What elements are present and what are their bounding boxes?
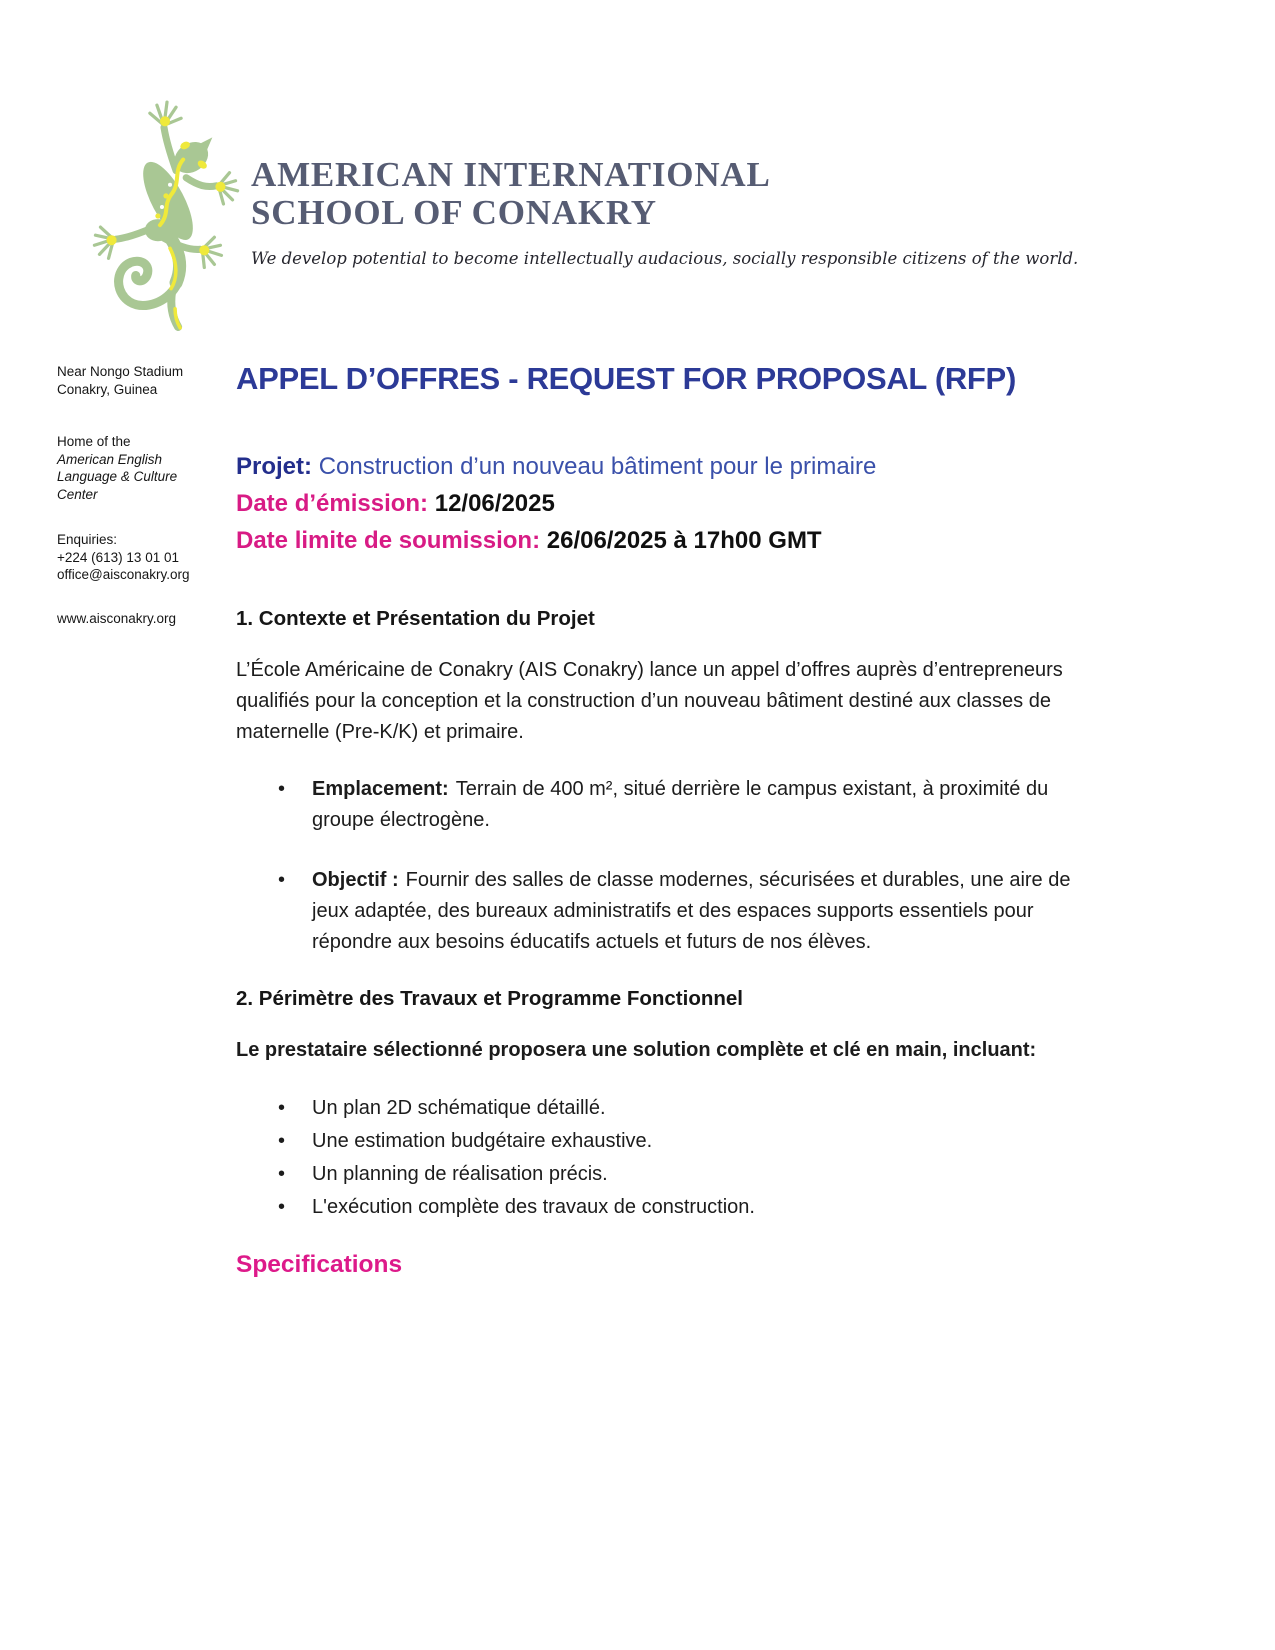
main-content xyxy=(236,360,1072,1279)
scope-bullet-estimation xyxy=(236,1125,1072,1157)
project-label: Projet: xyxy=(236,453,313,480)
phone-number: +224 (613) 13 01 01 xyxy=(57,549,179,565)
section-2-intro: Le prestataire sélectionné proposera une solution complète et clé en main, incluant: xyxy=(236,1039,1037,1061)
bullet-dot: • xyxy=(278,869,286,891)
section-1-paragraph: L’École Américaine de Conakry (AIS Conakry) lance un appel d’offres auprès d’entrepreneurs qualifiés pour la conception et la construction d’un nouveau bâtiment destiné aux classes de maternelle (Pre-K/K) et primaire. xyxy=(236,659,1063,743)
section-1-bullet-list xyxy=(236,774,1072,958)
contact-sidebar xyxy=(57,363,217,627)
rfp-title: APPEL D’OFFRES - REQUEST FOR PROPOSAL (RFP) xyxy=(236,361,1016,396)
bullet-dot: • xyxy=(278,1196,286,1218)
school-name-line1: AMERICAN INTERNATIONAL xyxy=(251,155,771,194)
bullet-emplacement-label: Emplacement: xyxy=(312,778,449,800)
email-address: office@aisconakry.org xyxy=(57,567,190,582)
scope-bullet-plan xyxy=(236,1092,1072,1124)
school-address xyxy=(57,363,217,398)
specifications-heading: Specifications xyxy=(236,1251,403,1278)
address-line2: Conakry, Guinea xyxy=(57,381,158,397)
school-logo xyxy=(85,85,247,337)
bullet-objectif-body xyxy=(312,865,1072,958)
issue-date-label: Date d’émission: xyxy=(236,490,429,517)
scope-bullet-planning-text: Un planning de réalisation précis. xyxy=(312,1163,608,1185)
deadline-line xyxy=(236,522,1072,559)
address-line1: Near Nongo Stadium xyxy=(57,364,184,379)
bullet-dot: • xyxy=(278,1163,286,1185)
section-2-heading: 2. Périmètre des Travaux et Programme Fonctionnel xyxy=(236,987,743,1010)
scope-bullet-plan-text: Un plan 2D schématique détaillé. xyxy=(312,1097,606,1119)
issue-date-value: 12/06/2025 xyxy=(434,490,555,517)
bullet-dot: • xyxy=(278,1097,286,1119)
bullet-emplacement-body xyxy=(312,774,1072,836)
section-1-heading: 1. Contexte et Présentation du Projet xyxy=(236,607,595,630)
deadline-value: 26/06/2025 à 17h00 GMT xyxy=(546,527,822,554)
bullet-emplacement-text: Terrain de 400 m², situé derrière le campus existant, à proximité du groupe électrogène. xyxy=(312,778,1049,831)
section-2-bullet-list xyxy=(236,1092,1072,1223)
bullet-objectif-text: Fournir des salles de classe modernes, sécurisées et durables, une aire de jeux adaptée, des bureaux administratifs et des espaces supports essentiels pour répondre aux besoins éducatifs actuels et futurs de nos élèves. xyxy=(312,869,1071,953)
scope-bullet-estimation-text: Une estimation budgétaire exhaustive. xyxy=(312,1130,653,1152)
enquiries-block xyxy=(57,531,217,584)
bullet-dot: • xyxy=(278,778,286,800)
language-center-name: American English Language & Culture Center xyxy=(57,451,178,502)
project-line xyxy=(236,448,1072,485)
school-tagline: We develop potential to become intellectually audacious, socially responsible citizens of the world. xyxy=(251,249,1079,268)
website-url: www.aisconakry.org xyxy=(57,610,177,626)
scope-bullet-planning xyxy=(236,1158,1072,1190)
enquiries-label: Enquiries: xyxy=(57,532,118,547)
scope-bullet-execution xyxy=(236,1191,1072,1223)
bullet-dot: • xyxy=(278,1130,286,1152)
bullet-objectif xyxy=(236,865,1072,958)
rfp-meta xyxy=(236,448,1072,559)
project-value: Construction d’un nouveau bâtiment pour le primaire xyxy=(318,453,877,480)
school-identity xyxy=(251,155,1079,268)
school-name xyxy=(251,156,1041,232)
home-of-label: Home of the xyxy=(57,434,131,449)
bullet-objectif-label: Objectif : xyxy=(312,869,399,891)
bullet-emplacement xyxy=(236,774,1072,836)
deadline-label: Date limite de soumission: xyxy=(236,527,541,554)
scope-bullet-execution-text: L'exécution complète des travaux de construction. xyxy=(312,1196,755,1218)
issue-date-line xyxy=(236,485,1072,522)
gecko-icon xyxy=(85,85,247,337)
school-name-line2: SCHOOL OF CONAKRY xyxy=(251,193,657,232)
